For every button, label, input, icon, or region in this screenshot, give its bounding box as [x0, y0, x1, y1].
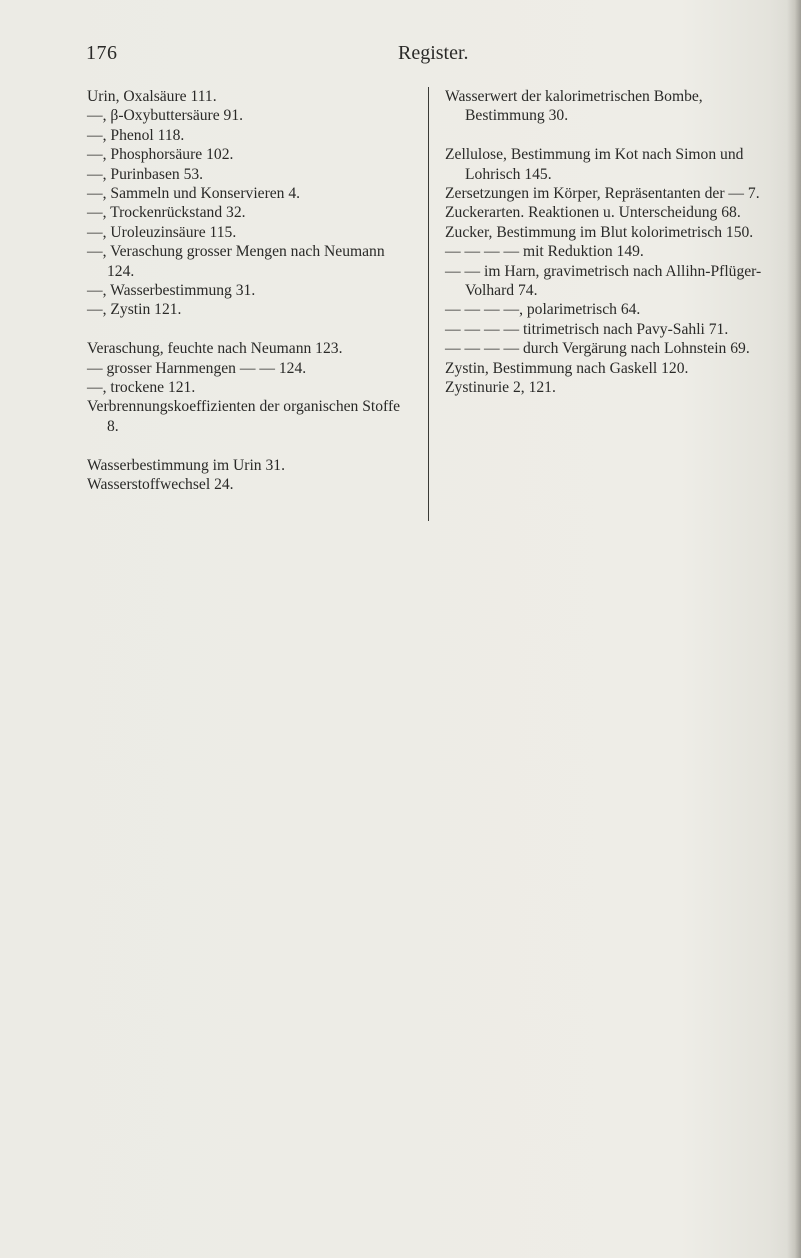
entry-group-spacer [445, 126, 775, 145]
index-entry: Veraschung, feuchte nach Neumann 123. [87, 340, 343, 358]
index-entry: —, β-Oxybuttersäure 91. [87, 107, 244, 125]
index-entry: Zersetzungen im Körper, Repräsentanten der — 7. [445, 185, 760, 203]
index-entry: —, Uroleuzinsäure 115. [87, 223, 237, 241]
index-entry: —, trockene 121. [87, 379, 196, 397]
entry-group-spacer [87, 436, 409, 455]
page-header [0, 42, 801, 70]
index-entry: —, Wasserbestimmung 31. [87, 282, 256, 300]
index-entry: Zucker, Bestimmung im Blut kolorimetrisch 150. [445, 223, 754, 241]
index-entry: — — — — titrimetrisch nach Pavy-Sahli 71. [445, 320, 729, 338]
index-entry: — — — — mit Reduktion 149. [445, 243, 644, 261]
index-entry: —, Sammeln und Konservieren 4. [87, 185, 301, 203]
index-entry: —, Phenol 118. [87, 126, 185, 144]
index-entry: Urin, Oxalsäure 111. [87, 88, 217, 105]
index-entry: — — im Harn, gravimetrisch nach Allihn-Pflüger-Volhard 74. [445, 262, 762, 300]
index-entry: — — — — durch Vergärung nach Lohnstein 69. [445, 340, 750, 358]
index-entry: Wasserbestimmung im Urin 31. [87, 456, 285, 474]
index-entry: — grosser Harnmengen — — 124. [87, 359, 307, 377]
index-entry: —, Phosphorsäure 102. [87, 146, 234, 164]
index-entry: Zellulose, Bestimmung im Kot nach Simon und Lohrisch 145. [445, 146, 744, 183]
index-entry: — — — —, polarimetrisch 64. [445, 301, 641, 319]
entry-group-spacer [87, 320, 409, 339]
page-edge-shadow [787, 0, 801, 1258]
page-number: 176 [86, 42, 118, 64]
column-divider [428, 87, 429, 521]
index-entry: —, Zystin 121. [87, 301, 182, 319]
index-entry: —, Veraschung grosser Mengen nach Neumann 124. [87, 243, 385, 280]
index-column-left [87, 87, 409, 495]
index-entry: Wasserwert der kalorimetrischen Bombe, Bestimmung 30. [445, 88, 703, 125]
index-entry: Verbrennungskoeffizienten der organischen Stoffe 8. [87, 398, 401, 435]
index-entry: —, Trockenrückstand 32. [87, 204, 246, 222]
index-entry: —, Purinbasen 53. [87, 165, 204, 183]
index-entry: Zuckerarten. Reaktionen u. Unterscheidung 68. [445, 204, 741, 222]
index-entry: Wasserstoffwechsel 24. [87, 476, 234, 494]
index-column-right [445, 87, 775, 397]
index-entry: Zystin, Bestimmung nach Gaskell 120. [445, 359, 689, 377]
index-entry: Zystinurie 2, 121. [445, 379, 556, 397]
running-head: Register. [398, 42, 469, 64]
